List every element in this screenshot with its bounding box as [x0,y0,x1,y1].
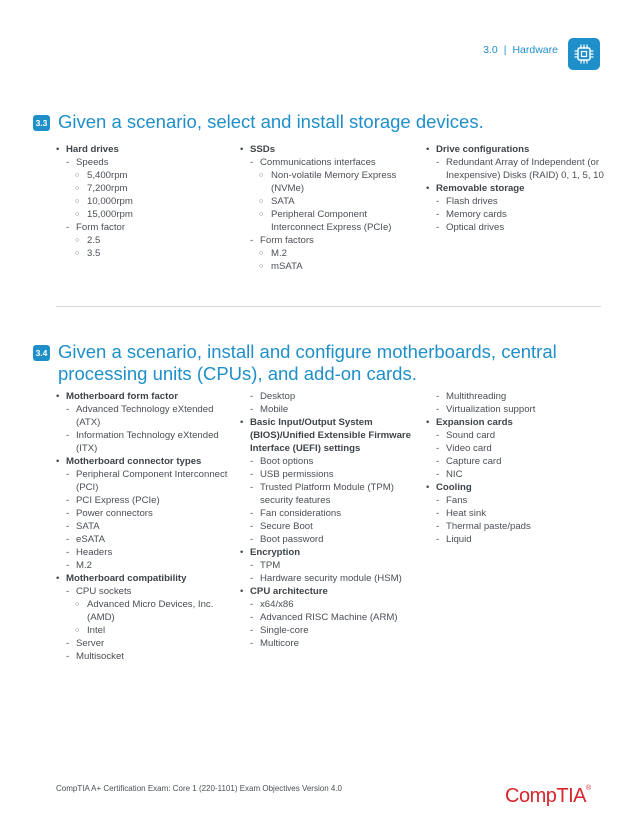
chip-icon [568,38,600,70]
list-subitem: - Capture card [426,455,606,468]
list-heading-item: • Drive configurations [426,143,606,156]
list-heading-item: • Cooling [426,481,606,494]
list-subitem: - Multithreading [426,390,606,403]
list-subitem: - Hardware security module (HSM) [240,572,422,585]
list-subitem: - Video card [426,442,606,455]
list-subitem: - Redundant Array of Independent (or Inexpensive) Disks (RAID) 0, 1, 5, 10 [426,156,606,182]
list-subitem: - Fan considerations [240,507,422,520]
footer-text: CompTIA A+ Certification Exam: Core 1 (220-1101) Exam Objectives Version 4.0 [56,784,342,793]
list-subitem: - SATA [56,520,231,533]
list-subsubitem: ○ mSATA [240,260,415,273]
list-subitem: - Information Technology eXtended (ITX) [56,429,231,455]
list-subitem: - Thermal paste/pads [426,520,606,533]
header-separator: | [503,44,507,56]
list-subitem: - NIC [426,468,606,481]
list-subitem: - Flash drives [426,195,606,208]
list-subitem: - CPU sockets [56,585,231,598]
list-heading-item: • Hard drives [56,143,226,156]
section-title: Given a scenario, select and install storage devices. [58,111,484,132]
domain-number: 3.0 [483,44,498,56]
section-3-4-column-2 [240,390,422,650]
list-subitem: - M.2 [56,559,231,572]
section-number-badge: 3.3 [33,115,50,131]
list-subsubitem: ○ Advanced Micro Devices, Inc. (AMD) [56,598,231,624]
list-subitem: - Boot options [240,455,422,468]
list-subitem: - Mobile [240,403,422,416]
domain-name: Hardware [512,44,558,56]
section-divider [56,306,601,307]
section-title: Given a scenario, install and configure motherboards, central processing units (CPUs), and add-on cards. [58,341,557,384]
list-subitem: - Communications interfaces [240,156,415,169]
list-subitem: - Optical drives [426,221,606,234]
list-heading-item: • CPU architecture [240,585,422,598]
list-subsubitem: ○ 10,000rpm [56,195,226,208]
list-subitem: - eSATA [56,533,231,546]
list-subitem: - Advanced RISC Machine (ARM) [240,611,422,624]
list-subsubitem: ○ 2.5 [56,234,226,247]
list-heading-item: • Motherboard compatibility [56,572,231,585]
list-subitem: - PCI Express (PCIe) [56,494,231,507]
section-number-badge: 3.4 [33,345,50,361]
list-subitem: - Speeds [56,156,226,169]
logo-mark: ® [585,785,591,792]
list-subitem: - Desktop [240,390,422,403]
list-subsubitem: ○ 3.5 [56,247,226,260]
list-subsubitem: ○ M.2 [240,247,415,260]
list-subitem: - Form factor [56,221,226,234]
list-subitem: - USB permissions [240,468,422,481]
list-subitem: - Form factors [240,234,415,247]
list-heading-item: • Encryption [240,546,422,559]
section-3-3-heading [33,111,578,133]
section-3-4-column-3 [426,390,606,546]
list-subitem: - x64/x86 [240,598,422,611]
list-subsubitem: ○ Intel [56,624,231,637]
list-subsubitem: ○ Non-volatile Memory Express (NVMe) [240,169,415,195]
list-subitem: - Single-core [240,624,422,637]
list-subitem: - TPM [240,559,422,572]
list-subsubitem: ○ 15,000rpm [56,208,226,221]
list-subitem: - Multicore [240,637,422,650]
list-heading-item: • Motherboard connector types [56,455,231,468]
list-subitem: - Trusted Platform Module (TPM) security features [240,481,422,507]
list-heading-item: • Motherboard form factor [56,390,231,403]
list-subitem: - Sound card [426,429,606,442]
list-subitem: - Heat sink [426,507,606,520]
list-heading-item: • SSDs [240,143,415,156]
list-subitem: - Fans [426,494,606,507]
section-3-3-column-3 [426,143,606,234]
page-header [483,44,558,56]
list-heading-item: • Basic Input/Output System (BIOS)/Unified Extensible Firmware Interface (UEFI) settings [240,416,422,455]
section-3-3-column-2 [240,143,415,273]
list-subitem: - Memory cards [426,208,606,221]
list-subitem: - Boot password [240,533,422,546]
list-subitem: - Virtualization support [426,403,606,416]
list-subitem: - Headers [56,546,231,559]
list-heading-item: • Expansion cards [426,416,606,429]
logo-text: CompTIA [505,785,586,807]
list-subitem: - Multisocket [56,650,231,663]
list-subitem: - Secure Boot [240,520,422,533]
section-3-3-column-1 [56,143,226,260]
list-subsubitem: ○ 5,400rpm [56,169,226,182]
list-subitem: - Liquid [426,533,606,546]
list-subsubitem: ○ SATA [240,195,415,208]
list-heading-item: • Removable storage [426,182,606,195]
section-3-4-heading [33,341,578,385]
list-subitem: - Peripheral Component Interconnect (PCI) [56,468,231,494]
list-subitem: - Power connectors [56,507,231,520]
list-subitem: - Server [56,637,231,650]
list-subitem: - Advanced Technology eXtended (ATX) [56,403,231,429]
list-subsubitem: ○ 7,200rpm [56,182,226,195]
list-subsubitem: ○ Peripheral Component Interconnect Express (PCIe) [240,208,415,234]
comptia-logo [505,785,591,808]
section-3-4-column-1 [56,390,231,663]
